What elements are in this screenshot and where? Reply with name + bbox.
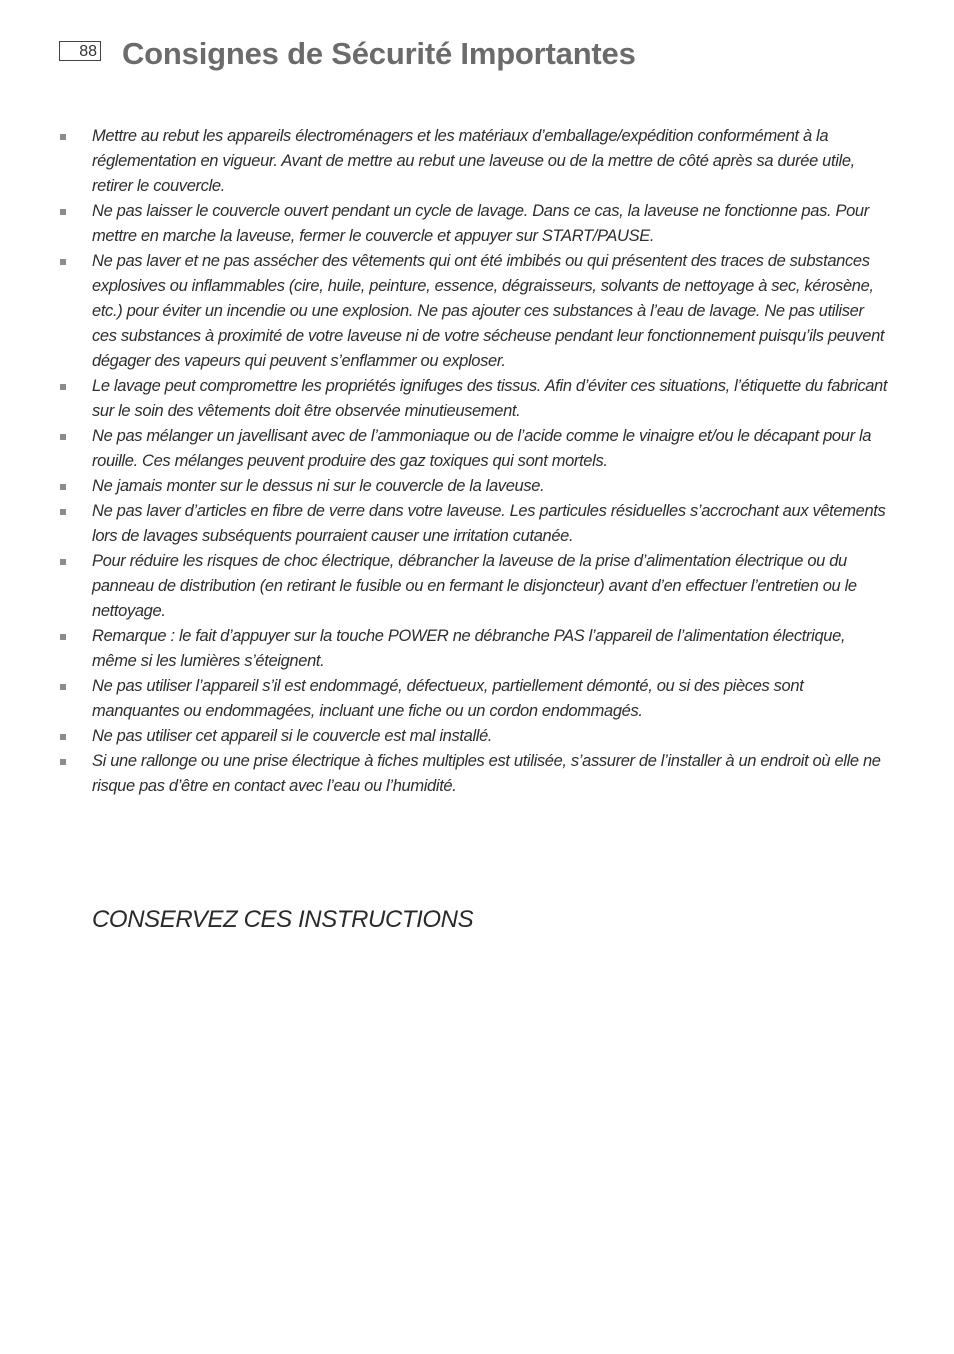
bullet-icon	[60, 434, 66, 440]
list-item-text: Ne pas utiliser cet appareil si le couvercle est mal installé.	[92, 727, 493, 745]
bullet-icon	[60, 759, 66, 765]
bullet-icon	[60, 259, 66, 265]
list-item-text: Le lavage peut compromettre les propriétés ignifuges des tissus. Afin d’éviter ces situations, l’étiquette du fabricant sur le soin des vêtements doit être observée minutieusement.	[92, 377, 888, 420]
list-item	[59, 124, 889, 199]
list-item-text: Si une rallonge ou une prise électrique à fiches multiples est utilisée, s’assurer de l’installer à un endroit où elle ne risque pas d’être en contact avec l’eau ou l’humidité.	[92, 752, 881, 795]
bullet-icon	[60, 484, 66, 490]
closing-heading: CONSERVEZ CES INSTRUCTIONS	[92, 906, 474, 933]
safety-instructions-list	[59, 124, 889, 799]
list-item	[59, 549, 889, 624]
bullet-icon	[60, 134, 66, 140]
list-item	[59, 424, 889, 474]
bullet-icon	[60, 684, 66, 690]
bullet-icon	[60, 209, 66, 215]
list-item	[59, 249, 889, 374]
list-item	[59, 199, 889, 249]
page-title: Consignes de Sécurité Importantes	[122, 36, 636, 71]
list-item-text: Ne jamais monter sur le dessus ni sur le couvercle de la laveuse.	[92, 477, 545, 495]
list-item-text: Ne pas utiliser l’appareil s’il est endommagé, défectueux, partiellement démonté, ou si des pièces sont manquantes ou endommagées, incluant une fiche ou un cordon endommagés.	[92, 677, 804, 720]
list-item-text: Mettre au rebut les appareils électroménagers et les matériaux d’emballage/expédition conformément à la réglementation en vigueur. Avant de mettre au rebut une laveuse ou de la mettre de côté après sa durée utile, retirer le couvercle.	[92, 127, 855, 195]
list-item	[59, 474, 889, 499]
list-item	[59, 499, 889, 549]
list-item	[59, 724, 889, 749]
bullet-icon	[60, 559, 66, 565]
list-item	[59, 674, 889, 724]
page-number-box: 88	[59, 41, 101, 61]
bullet-icon	[60, 734, 66, 740]
list-item	[59, 624, 889, 674]
list-item-text: Ne pas laver et ne pas assécher des vêtements qui ont été imbibés ou qui présentent des traces de substances explosives ou inflammables (cire, huile, peinture, essence, dégraisseurs, solvants de nettoyage à sec, kérosène, etc.) pour éviter un incendie ou une explosion. Ne pas ajouter ces substances à l’eau de lavage. Ne pas utiliser ces substances à proximité de votre laveuse ni de votre sécheuse pendant leur fonctionnement puisqu’ils peuvent dégager des vapeurs qui peuvent s’enflammer ou exploser.	[92, 252, 885, 370]
list-item	[59, 749, 889, 799]
list-item-text: Ne pas laisser le couvercle ouvert pendant un cycle de lavage. Dans ce cas, la laveuse ne fonctionne pas. Pour mettre en marche la laveuse, fermer le couvercle et appuyer sur START/PAUSE.	[92, 202, 869, 245]
list-item	[59, 374, 889, 424]
list-item-text: Remarque : le fait d’appuyer sur la touche POWER ne débranche PAS l’appareil de l’alimentation électrique, même si les lumières s’éteignent.	[92, 627, 846, 670]
list-item-text: Ne pas mélanger un javellisant avec de l’ammoniaque ou de l’acide comme le vinaigre et/ou le décapant pour la rouille. Ces mélanges peuvent produire des gaz toxiques qui sont mortels.	[92, 427, 872, 470]
bullet-icon	[60, 509, 66, 515]
list-item-text: Ne pas laver d’articles en fibre de verre dans votre laveuse. Les particules résiduelles s’accrochant aux vêtements lors de lavages subséquents pourraient causer une irritation cutanée.	[92, 502, 886, 545]
bullet-icon	[60, 634, 66, 640]
list-item-text: Pour réduire les risques de choc électrique, débrancher la laveuse de la prise d’alimentation électrique ou du panneau de distribution (en retirant le fusible ou en fermant le disjoncteur) avant d’en effectuer l’entretien ou le nettoyage.	[92, 552, 857, 620]
bullet-icon	[60, 384, 66, 390]
